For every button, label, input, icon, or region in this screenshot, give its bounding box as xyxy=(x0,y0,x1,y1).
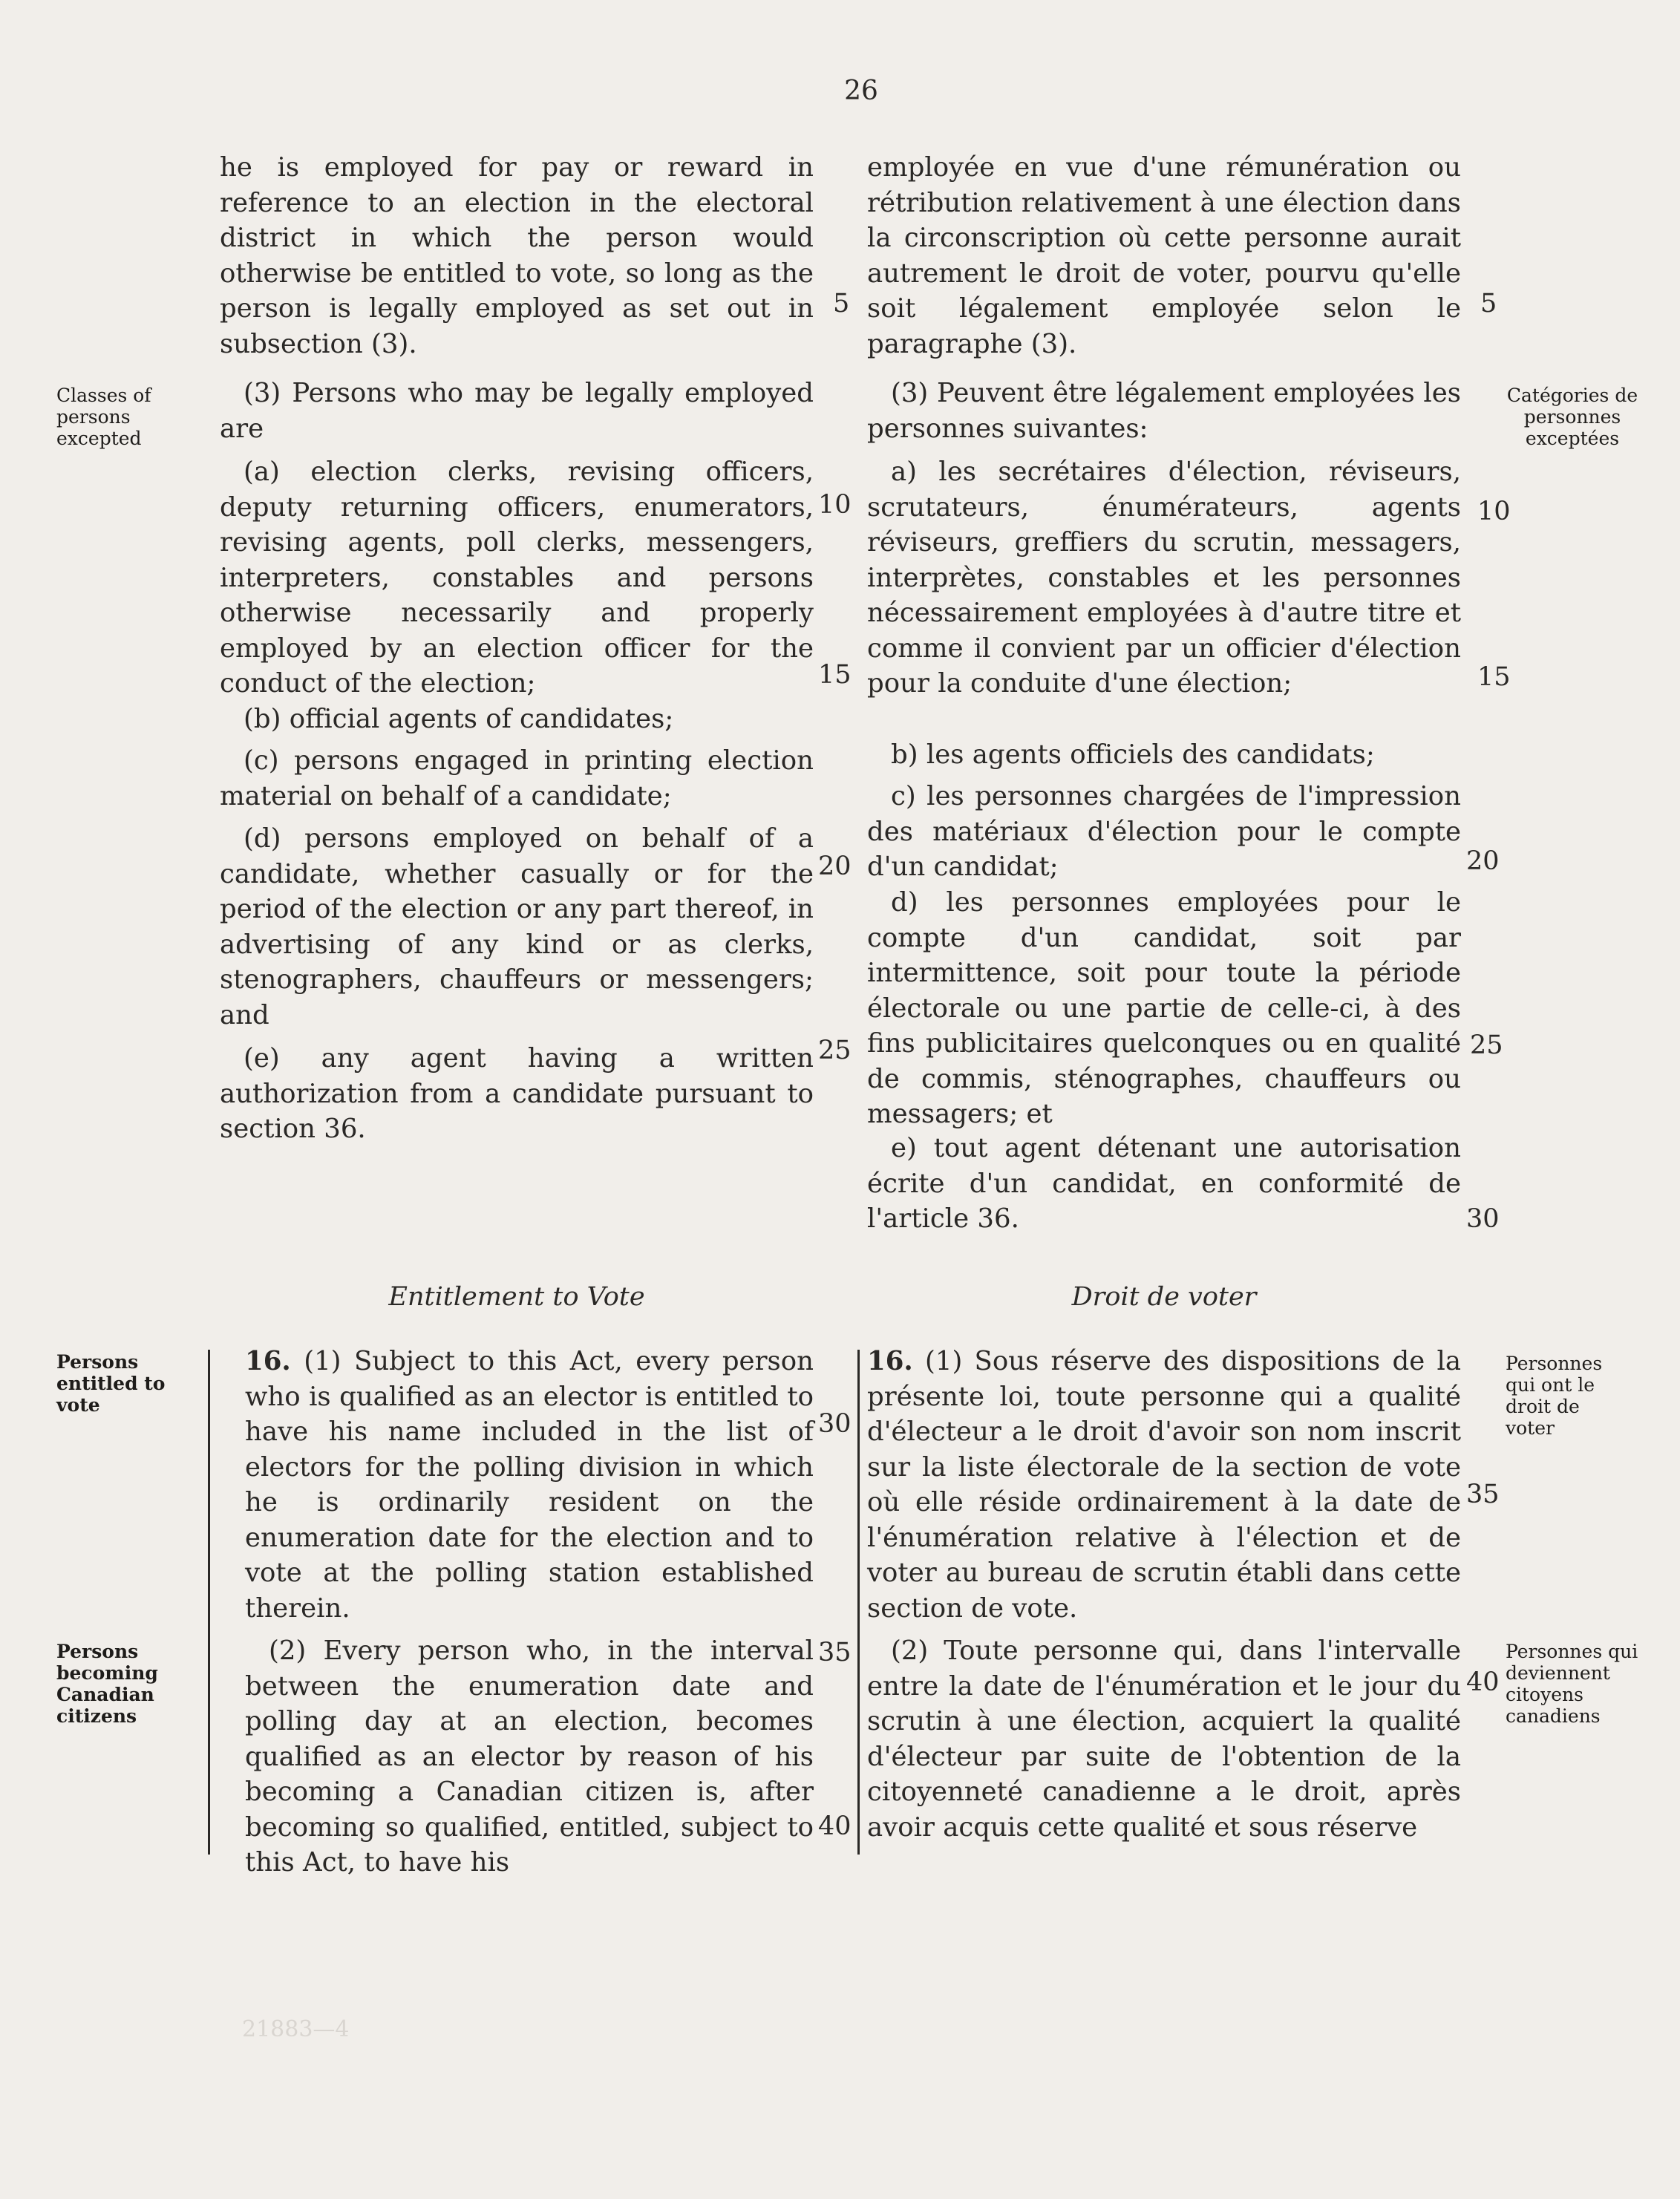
fr-item-c: c) les personnes chargées de l'impression des matériaux d'élection pour le compte d'un candidat; xyxy=(867,781,1461,882)
en-line-number: 30 xyxy=(818,1409,852,1439)
fr-line-number: 10 xyxy=(1477,497,1511,526)
en-item-a: (a) election clerks, revising officers, deputy returning officers, enumerators, revising agents, poll clerks, messengers, interpreters, constables and persons otherwise necessarily and properly employed by an election officer for the conduct of the election; xyxy=(220,457,814,699)
en-section-16-1 xyxy=(220,1344,814,1626)
left-margin-rule xyxy=(208,1350,210,1855)
en-heading: Entitlement to Vote xyxy=(388,1282,645,1312)
en-section-number: 16. xyxy=(245,1346,291,1376)
fr-line-number: 5 xyxy=(1480,289,1497,318)
en-item-b: (b) official agents of candidates; xyxy=(243,704,674,734)
fr-item-b: b) les agents officiels des candidats; xyxy=(891,739,1375,770)
page-number: 26 xyxy=(844,76,878,106)
en-line-number: 25 xyxy=(818,1036,852,1065)
fr-line-number: 30 xyxy=(1466,1204,1500,1234)
en-line-number: 40 xyxy=(818,1811,852,1841)
fr-paragraph-continuation: employée en vue d'une rémunération ou rétribution relativement à une élection dans la circonscription où cette personne aurait autrement le droit de voter, pourvu qu'elle soit légalement employée selon le paragraphe (3). xyxy=(867,152,1461,359)
fr-section-16-1-text: (1) Sous réserve des dispositions de la présente loi, toute personne qui a qualité d'électeur a le droit d'avoir son nom inscrit sur la liste électorale de la section de vote où elle réside ordinairement à la date de l'énumération relative à l'élection et de voter au bureau de scrutin établi dans cette section de vote. xyxy=(867,1346,1461,1624)
fr-item-d: d) les personnes employées pour le compte d'un candidat, soit par intermittence, soit pour toute la période électorale ou une partie de celle-ci, à des fins publicitaires quelconques ou en qualité de commis, sténographes, chauffeurs ou messagers; et xyxy=(867,887,1461,1129)
bleed-through-footer: 21883—4 xyxy=(242,2016,350,2042)
margin-note-persons-becoming-canadian-citizens: Persons becoming Canadian citizens xyxy=(56,1641,158,1727)
en-section-16-1-text: (1) Subject to this Act, every person who is qualified as an elector is entitled to have his name included in the list of electors for the polling division in which he is ordinarily resident on the enumeration date for the election and to vote at the polling station established therein. xyxy=(245,1346,814,1624)
margin-note-persons-entitled-to-vote: Persons entitled to vote xyxy=(56,1351,166,1416)
en-paragraph-3: (3) Persons who may be legally employed are xyxy=(220,378,814,444)
en-item-d: (d) persons employed on behalf of a candidate, whether casually or for the period of the election or any part thereof, in advertising of any kind or as clerks, stenographers, chauffeurs or messengers; and xyxy=(220,823,814,1030)
en-line-number: 20 xyxy=(818,852,852,881)
fr-section-16-1 xyxy=(867,1344,1461,1626)
en-item-c: (c) persons engaged in printing election material on behalf of a candidate; xyxy=(220,745,814,811)
fr-heading: Droit de voter xyxy=(1071,1282,1257,1312)
fr-paragraph-3: (3) Peuvent être légalement employées les personnes suivantes: xyxy=(867,378,1461,444)
fr-section-16-2: (2) Toute personne qui, dans l'intervalle entre la date de l'énumération et le jour du scrutin à une élection, acquiert la qualité d'électeur par suite de l'obtention de la citoyenneté canadienne a le droit, après avoir acquis cette qualité et sous réserve xyxy=(867,1636,1461,1843)
margin-note-personnes-qui-deviennent-citoyens-canadiens: Personnes qui deviennent citoyens canadiens xyxy=(1506,1641,1638,1727)
center-rule xyxy=(857,1350,860,1855)
fr-line-number: 35 xyxy=(1466,1480,1500,1509)
fr-line-number: 15 xyxy=(1477,662,1511,692)
en-section-16-2: (2) Every person who, in the interval between the enumeration date and polling day at an election, becomes qualified as an elector by reason of his becoming a Canadian citizen is, after becoming so qualified, entitled, subject to this Act, to have his xyxy=(245,1636,814,1878)
margin-note-categories-de-personnes-exceptees: Catégories de personnes exceptées xyxy=(1506,385,1638,449)
margin-note-personnes-qui-ont-le-droit-de-voter: Personnes qui ont le droit de voter xyxy=(1506,1353,1603,1439)
fr-line-number: 20 xyxy=(1466,846,1500,876)
en-paragraph-continuation: he is employed for pay or reward in reference to an election in the electoral district in which the person would otherwise be entitled to vote, so long as the person is legally employed as set out in subsection (3). xyxy=(220,152,814,359)
en-line-number: 35 xyxy=(818,1638,852,1667)
fr-line-number: 25 xyxy=(1470,1030,1503,1060)
margin-note-classes-of-persons-excepted: Classes of persons excepted xyxy=(56,385,151,449)
fr-item-a: a) les secrétaires d'élection, réviseurs, scrutateurs, énumérateurs, agents réviseurs, greffiers du scrutin, messagers, interprètes, constables et les personnes nécessairement employées à d'autre titre et comme il convient par un officier d'élection pour la conduite d'une élection; xyxy=(867,457,1461,699)
fr-section-number: 16. xyxy=(867,1346,913,1376)
en-line-number: 5 xyxy=(833,289,850,318)
fr-item-e: e) tout agent détenant une autorisation écrite d'un candidat, en conformité de l'article 36. xyxy=(867,1133,1461,1234)
en-line-number: 10 xyxy=(818,490,852,520)
en-item-e: (e) any agent having a written authorization from a candidate pursuant to section 36. xyxy=(220,1043,814,1144)
fr-line-number: 40 xyxy=(1466,1667,1500,1697)
en-line-number: 15 xyxy=(818,660,852,690)
